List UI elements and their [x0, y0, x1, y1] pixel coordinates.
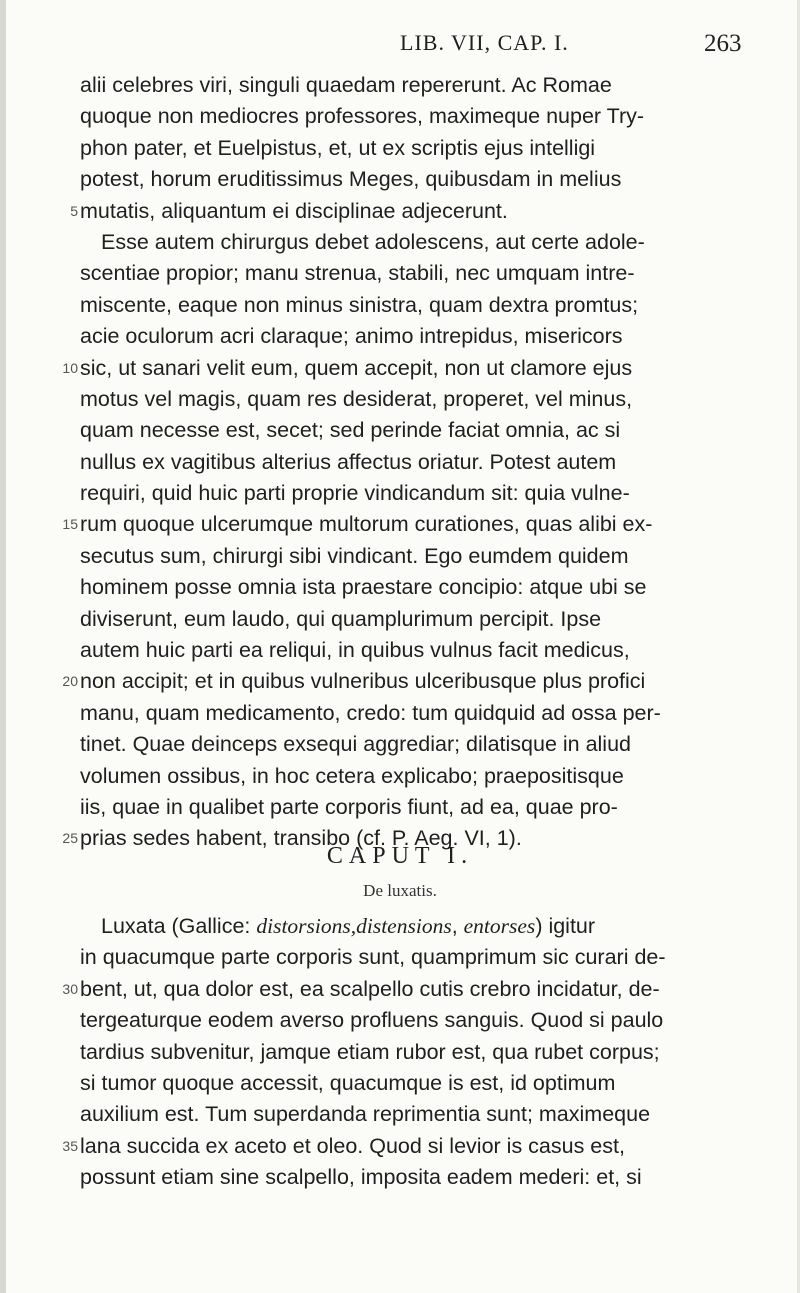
- text-line: [54, 761, 752, 792]
- text-line: [54, 635, 752, 666]
- text-line: [54, 1162, 752, 1193]
- line-text: motus vel magis, quam res desiderat, properet, vel minus,: [80, 386, 633, 411]
- text-line: [54, 666, 752, 697]
- line-text: non accipit; et in quibus vulneribus ulceribusque plus profici: [80, 669, 646, 694]
- chapter-text: [54, 911, 752, 1194]
- line-number: 5: [70, 202, 78, 219]
- line-text: diviserunt, eum laudo, qui quamplurimum percipit. Ipse: [80, 606, 602, 631]
- line-text: secutus sum, chirurgi sibi vindicant. Ego eumdem quidem: [80, 543, 629, 568]
- line-text: phon pater, et Euelpistus, et, ut ex scriptis ejus intelligi: [80, 135, 596, 160]
- line-text: quoque non mediocres professores, maximeque nuper Try-: [80, 104, 645, 129]
- text-line: [54, 541, 752, 572]
- page-number: 263: [704, 30, 742, 57]
- line-text: tardius subvenitur, jamque etiam rubor est, qua rubet corpus;: [80, 1039, 660, 1064]
- line-text: nullus ex vagitibus alterius affectus oriatur. Potest autem: [80, 449, 617, 474]
- line-text: miscente, eaque non minus sinistra, quam dextra promtus;: [80, 292, 639, 317]
- line-segment: ) igitur: [535, 914, 596, 938]
- text-line: [54, 974, 752, 1005]
- text-line: [54, 942, 752, 973]
- text-line: [54, 70, 752, 101]
- page-header: [0, 30, 800, 66]
- line-text: volumen ossibus, in hoc cetera explicabo; praepositisque: [80, 763, 624, 788]
- text-line: [54, 911, 752, 942]
- line-text: quam necesse est, secet; sed perinde faciat omnia, ac si: [80, 418, 621, 443]
- line-number: 20: [62, 673, 78, 690]
- line-text: si tumor quoque accessit, quacumque is est, id optimum: [80, 1070, 616, 1095]
- chapter-heading: CAPUT I.: [326, 843, 474, 869]
- text-line: [54, 509, 752, 540]
- line-text: Esse autem chirurgus debet adolescens, aut certe adole-: [101, 229, 645, 254]
- line-text: tergeaturque eodem averso profluens sanguis. Quod si paulo: [80, 1008, 664, 1033]
- page-left-edge: [0, 0, 6, 1293]
- text-line: [54, 415, 752, 446]
- text-line: [54, 447, 752, 478]
- text-line: [54, 604, 752, 635]
- text-line: [54, 101, 752, 132]
- chapter-subheading: De luxatis.: [363, 881, 437, 900]
- text-line: [54, 290, 752, 321]
- text-line: [54, 1099, 752, 1130]
- line-text: iis, quae in qualibet parte corporis fiunt, ad ea, quae pro-: [80, 794, 618, 819]
- text-line: [54, 1037, 752, 1068]
- line-text: acie oculorum acri claraque; animo intrepidus, misericors: [80, 324, 623, 349]
- text-line: [54, 478, 752, 509]
- line-text: bent, ut, qua dolor est, ea scalpello cutis crebro incidatur, de-: [80, 976, 660, 1001]
- line-number: 35: [62, 1137, 78, 1154]
- line-text: hominem posse omnia ista praestare concipio: atque ubi se: [80, 575, 647, 600]
- text-line: [54, 1005, 752, 1036]
- text-line: [54, 258, 752, 289]
- line-number: 25: [62, 830, 78, 847]
- line-text: [101, 911, 595, 942]
- line-text: sic, ut sanari velit eum, quem accepit, non ut clamore ejus: [80, 355, 633, 380]
- line-text: auxilium est. Tum superdanda reprimentia sunt; maximeque: [80, 1102, 651, 1127]
- line-text: rum quoque ulcerumque multorum curationes, quas alibi ex-: [80, 512, 653, 537]
- text-line: [54, 384, 752, 415]
- line-text: prias sedes habent, transibo (cf. P. Aeg. VI, 1).: [80, 826, 522, 851]
- line-segment: distorsions,distensions: [256, 914, 452, 938]
- line-text: requiri, quid huic parti proprie vindicandum sit: quia vulne-: [80, 481, 630, 506]
- text-line: [54, 164, 752, 195]
- line-text: autem huic parti ea reliqui, in quibus vulnus facit medicus,: [80, 638, 630, 663]
- line-text: tinet. Quae deinceps exsequi aggrediar; dilatisque in aliud: [80, 732, 632, 757]
- line-text: scentiae propior; manu strenua, stabili, nec umquam intre-: [80, 261, 635, 286]
- line-number: 10: [62, 359, 78, 376]
- line-text: manu, quam medicamento, credo: tum quidquid ad ossa per-: [80, 700, 661, 725]
- text-line: [54, 792, 752, 823]
- running-head: LIB. VII, CAP. I.: [400, 30, 569, 55]
- text-line: [54, 1068, 752, 1099]
- line-number: 15: [62, 516, 78, 533]
- line-segment: Luxata (Gallice:: [101, 914, 257, 938]
- line-text: potest, horum eruditissimus Meges, quibusdam in melius: [80, 167, 622, 192]
- text-line: [54, 1131, 752, 1162]
- line-text: lana succida ex aceto et oleo. Quod si levior is casus est,: [80, 1133, 625, 1158]
- text-line: [54, 227, 752, 258]
- text-line: [54, 698, 752, 729]
- line-text: mutatis, aliquantum ei disciplinae adjecerunt.: [80, 198, 508, 223]
- text-line: [54, 729, 752, 760]
- body-text: [54, 70, 752, 855]
- text-line: [54, 196, 752, 227]
- line-segment: entorses: [463, 914, 536, 938]
- line-number: 30: [62, 980, 78, 997]
- line-text: in quacumque parte corporis sunt, quamprimum sic curari de-: [80, 945, 666, 970]
- text-line: [54, 133, 752, 164]
- text-line: [54, 572, 752, 603]
- line-text: alii celebres viri, singuli quaedam repererunt. Ac Romae: [80, 73, 612, 97]
- text-line: [54, 353, 752, 384]
- text-line: [54, 321, 752, 352]
- line-text: possunt etiam sine scalpello, imposita eadem mederi: et, si: [80, 1165, 642, 1190]
- line-segment: ,: [451, 914, 464, 938]
